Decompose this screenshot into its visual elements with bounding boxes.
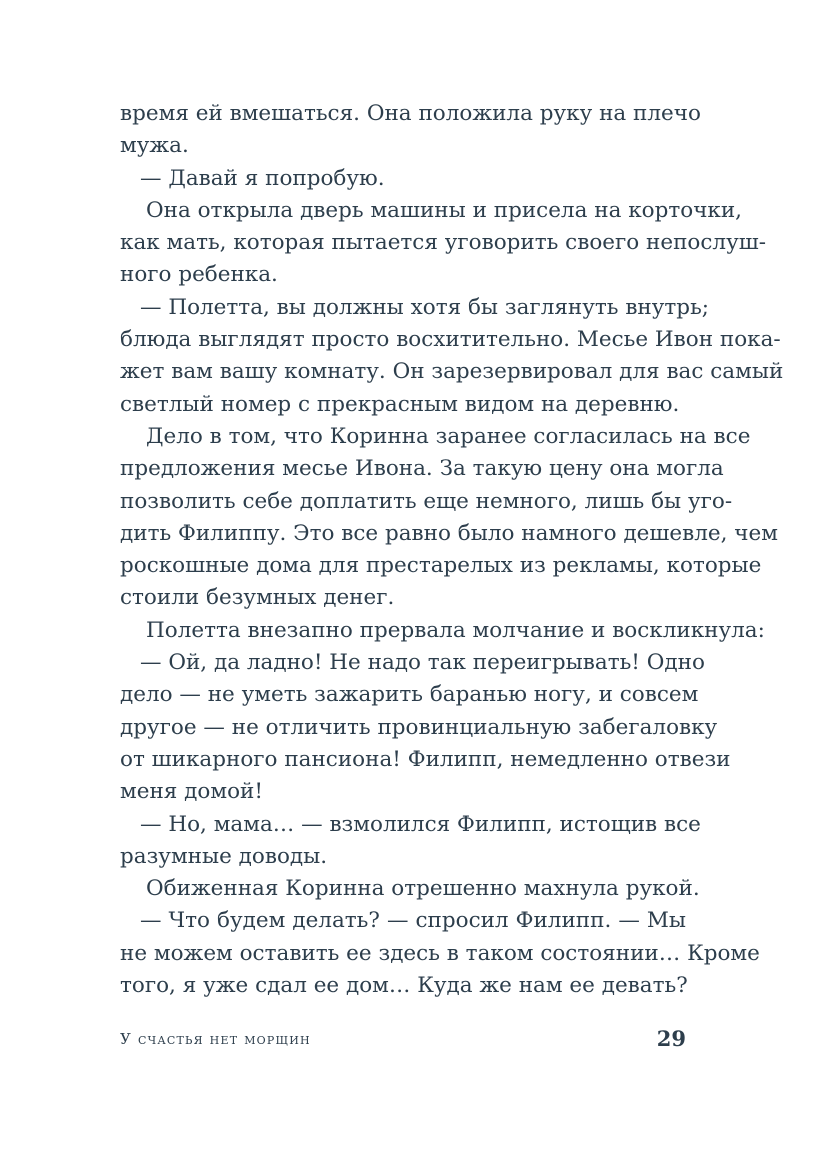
text-line: роскошные дома для престарелых из рекламы, которые <box>120 553 762 579</box>
paragraph-start-line: Дело в том, что Коринна заранее согласилась на все <box>146 423 751 449</box>
text-line: время ей вмешаться. Она положила руку на плечо <box>120 101 701 126</box>
dialogue-line: — Давай я попробую. <box>140 165 385 191</box>
text-line: того, я уже сдал ее дом… Куда же нам ее девать? <box>120 973 688 999</box>
text-line: дить Филиппу. Это все равно было намного дешевле, чем <box>120 520 778 546</box>
text-line: блюда выглядят просто восхитительно. Месье Ивон пока- <box>120 327 781 353</box>
dialogue-line: — Полетта, вы должны хотя бы заглянуть внутрь; <box>140 294 710 320</box>
paragraph-start-line: Обиженная Коринна отрешенно махнула рукой. <box>146 876 700 902</box>
page-footer <box>120 1026 686 1056</box>
paragraph-start-line: Полетта внезапно прервала молчание и воскликнула: <box>146 617 765 643</box>
text-line: предложения месье Ивона. За такую цену она могла <box>120 456 724 482</box>
text-line: жет вам вашу комнату. Он зарезервировал для вас самый <box>120 359 784 385</box>
dialogue-line: — Ой, да ладно! Не надо так переигрывать! Одно <box>140 650 705 676</box>
text-line: меня домой! <box>120 779 263 805</box>
text-line: стоили безумных денег. <box>120 585 395 611</box>
text-line: от шикарного пансиона! Филипп, немедленно отвези <box>120 746 731 772</box>
text-line: не можем оставить ее здесь в таком состоянии… Кроме <box>120 940 760 966</box>
dialogue-line: — Но, мама… — взмолился Филипп, истощив все <box>140 811 701 837</box>
body-text <box>120 98 784 1002</box>
text-line: разумные доводы. <box>120 843 328 869</box>
text-line: другое — не отличить провинциальную забегаловку <box>120 714 718 740</box>
text-line: позволить себе доплатить еще немного, лишь бы уго- <box>120 488 733 514</box>
text-line: светлый номер с прекрасным видом на деревню. <box>120 391 680 417</box>
text-line: ного ребенка. <box>120 262 278 288</box>
text-line: как мать, которая пытается уговорить своего непослуш- <box>120 230 766 256</box>
text-line: дело — не уметь зажарить баранью ногу, и совсем <box>120 682 699 708</box>
page-number: 29 <box>656 1026 686 1051</box>
text-line: мужа. <box>120 133 189 159</box>
paragraph-start-line: Она открыла дверь машины и присела на корточки, <box>146 197 743 223</box>
dialogue-line: — Что будем делать? — спросил Филипп. — Мы <box>140 908 686 934</box>
running-title: У счастья нет морщин <box>120 1030 311 1048</box>
